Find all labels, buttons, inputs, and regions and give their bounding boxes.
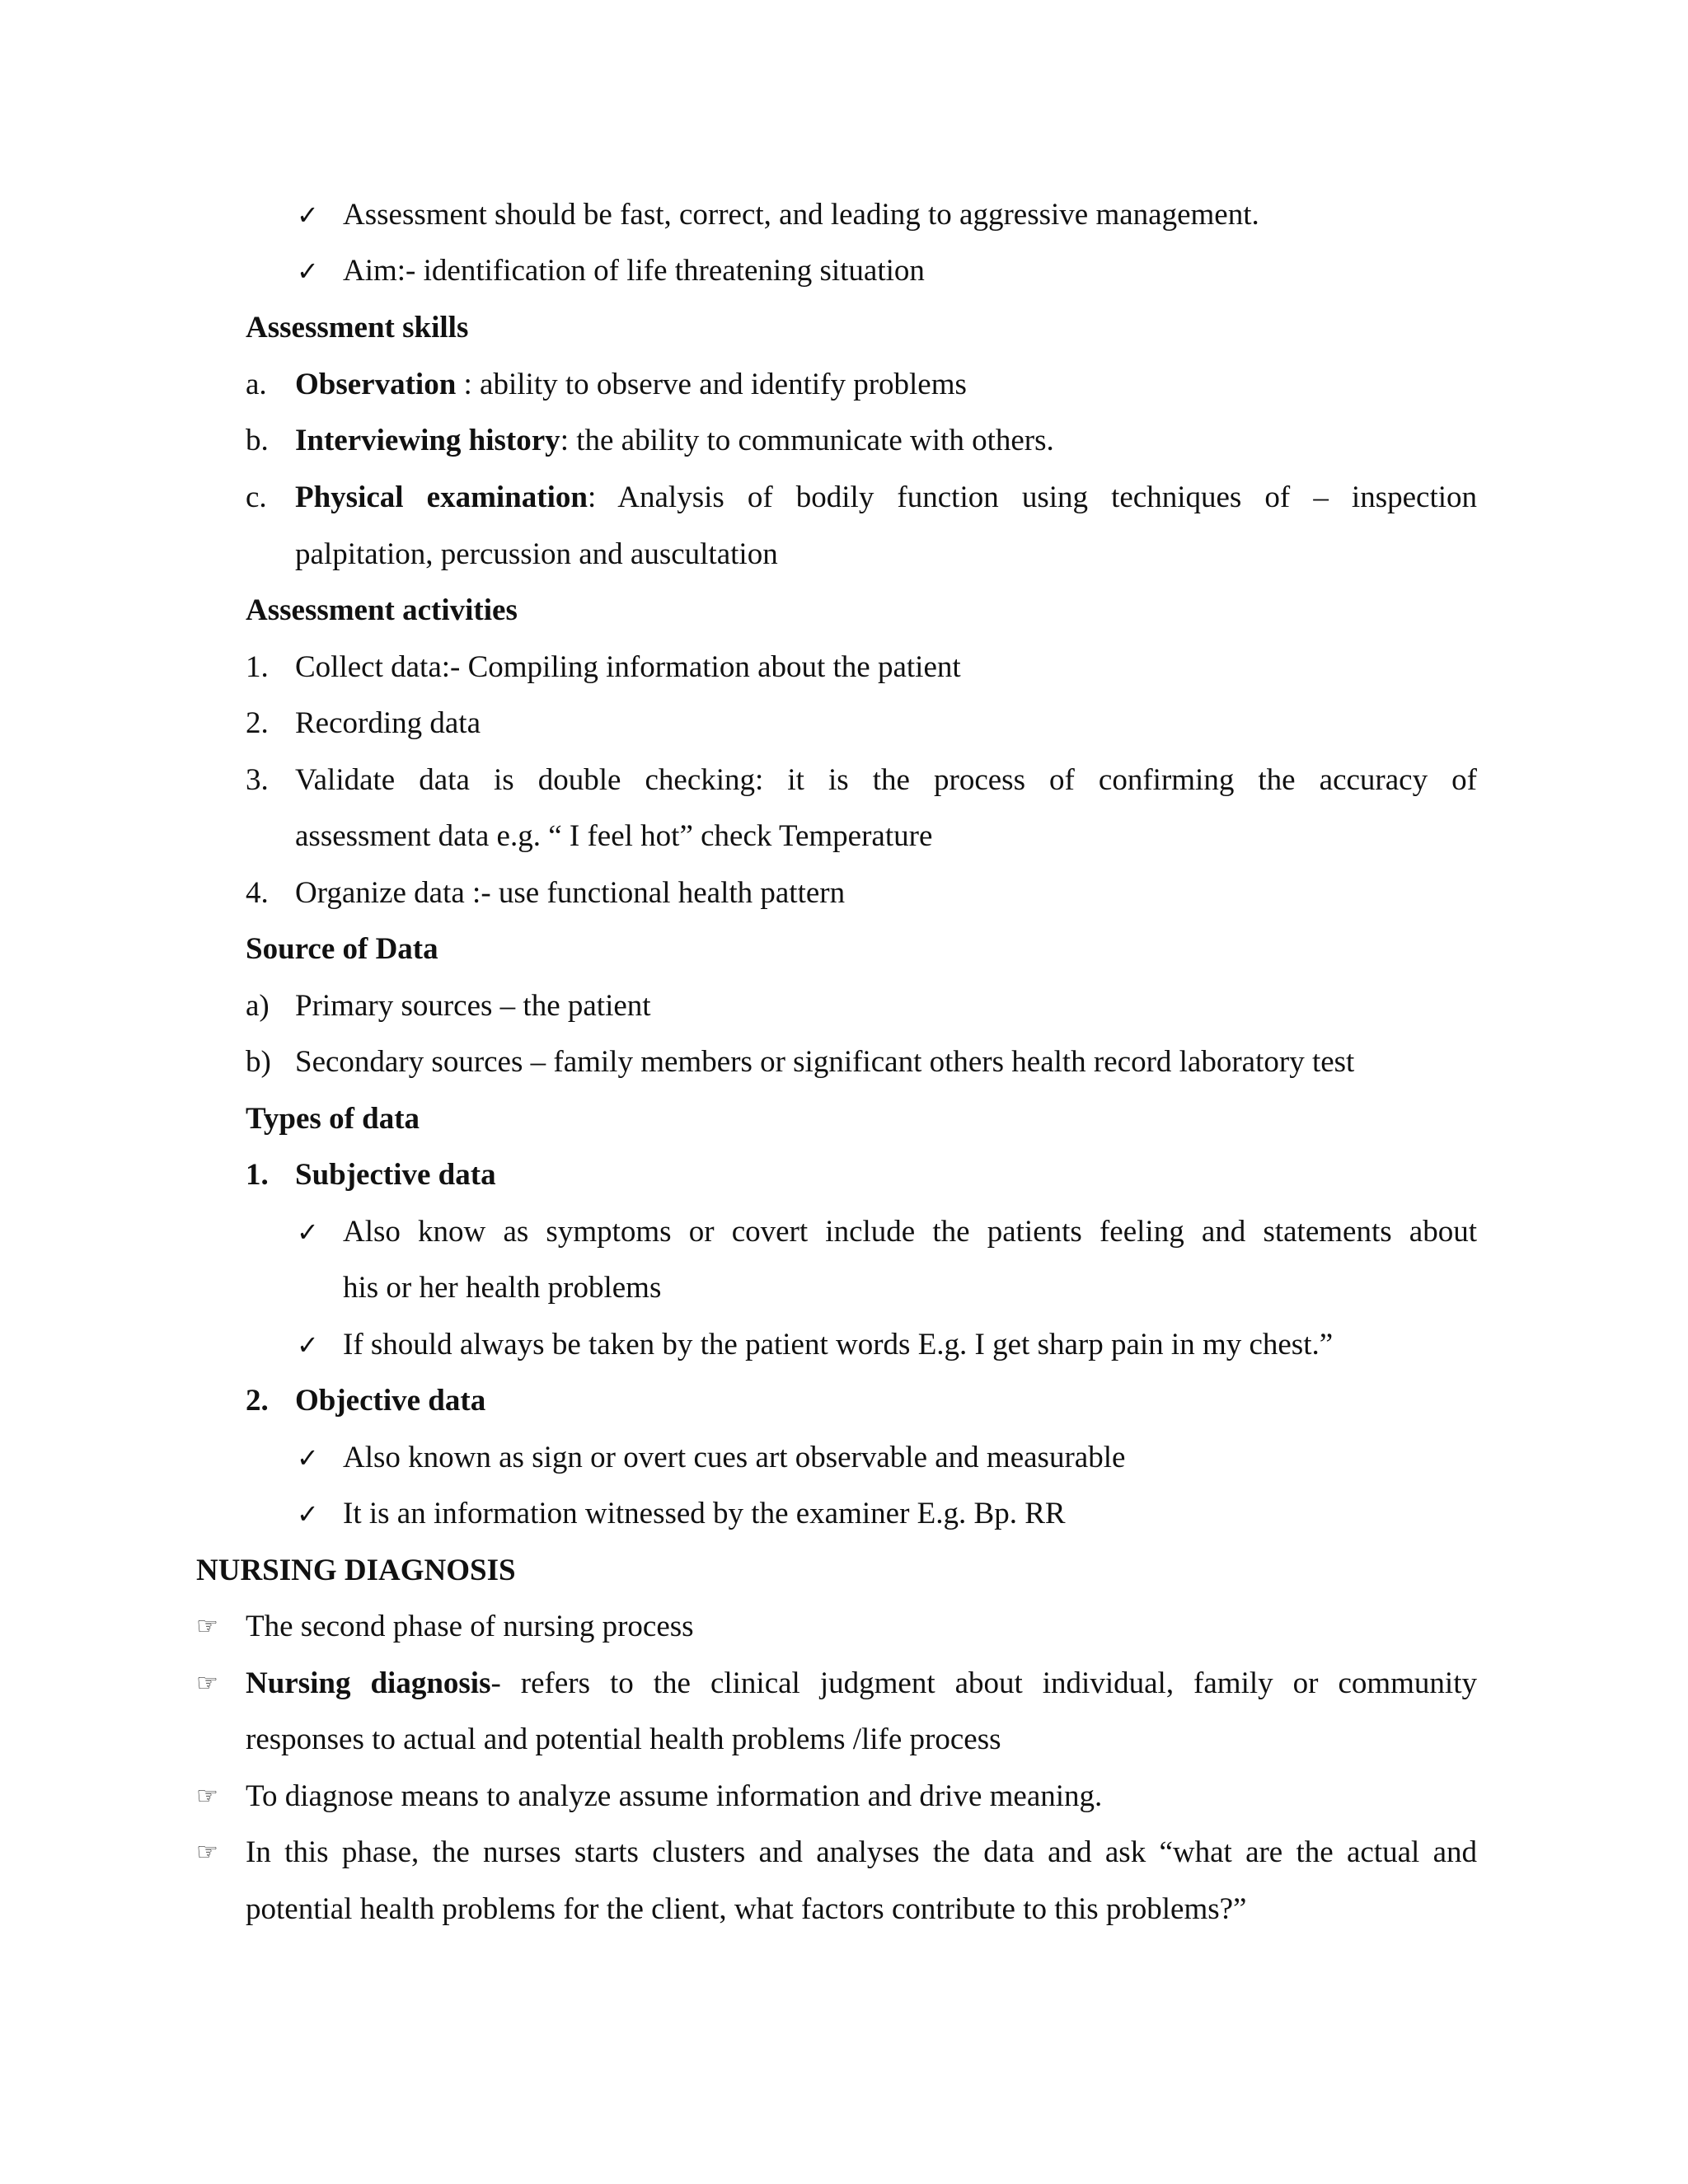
skill-text: : the ability to communicate with others. <box>560 424 1054 457</box>
list-marker: 1. <box>246 1158 269 1192</box>
pointing-hand-icon: ☞ <box>196 1782 218 1811</box>
list-marker: b. <box>246 424 269 457</box>
subjective-bullet: If should always be taken by the patient words E.g. I get sharp pain in my chest.” <box>343 1328 1334 1361</box>
skill-item-observation <box>295 366 967 404</box>
diagnosis-bullet: To diagnose means to analyze assume information and drive meaning. <box>246 1779 1103 1813</box>
pointing-hand-icon: ☞ <box>196 1838 218 1867</box>
list-marker: a. <box>246 368 267 401</box>
activity-item-continuation: assessment data e.g. “ I feel hot” check Temperature <box>295 819 933 853</box>
activity-item: Collect data:- Compiling information about the patient <box>295 650 961 684</box>
intro-bullet-2: Aim:- identification of life threatening situation <box>343 254 925 288</box>
source-item: Primary sources – the patient <box>295 989 651 1023</box>
skill-item-physical-exam <box>295 479 1477 517</box>
pointing-hand-icon: ☞ <box>196 1669 218 1698</box>
assessment-skills-heading: Assessment skills <box>246 311 469 344</box>
diagnosis-bullet: The second phase of nursing process <box>246 1610 694 1643</box>
list-marker: 3. <box>246 763 269 797</box>
list-marker: 1. <box>246 650 269 684</box>
activity-item: Organize data :- use functional health pattern <box>295 876 846 910</box>
intro-bullet-1: Assessment should be fast, correct, and leading to aggressive management. <box>343 198 1259 232</box>
list-marker: a) <box>246 989 270 1023</box>
list-marker: 2. <box>246 1384 269 1418</box>
skill-term: Interviewing history <box>295 424 560 457</box>
activity-item: Recording data <box>295 706 481 740</box>
check-mark-icon: ✓ <box>297 199 319 231</box>
subjective-bullet: Also know as symptoms or covert include the patients feeling and statements about <box>343 1215 1477 1249</box>
pointing-hand-icon: ☞ <box>196 1612 218 1641</box>
source-of-data-heading: Source of Data <box>246 932 438 966</box>
subjective-data-title: Subjective data <box>295 1158 496 1192</box>
skill-text: : ability to observe and identify problems <box>456 368 967 401</box>
diagnosis-bullet-continuation: responses to actual and potential health problems /life process <box>246 1722 1001 1756</box>
source-item: Secondary sources – family members or significant others health record laboratory test <box>295 1045 1355 1079</box>
objective-bullet: It is an information witnessed by the examiner E.g. Bp. RR <box>343 1497 1066 1530</box>
objective-data-title: Objective data <box>295 1384 486 1418</box>
subjective-bullet-continuation: his or her health problems <box>343 1271 662 1305</box>
diagnosis-term: Nursing diagnosis <box>246 1666 491 1700</box>
check-mark-icon: ✓ <box>297 255 319 287</box>
check-mark-icon: ✓ <box>297 1498 319 1530</box>
diagnosis-bullet <box>246 1665 1477 1703</box>
activity-item: Validate data is double checking: it is the process of confirming the accuracy of <box>295 763 1477 797</box>
diagnosis-text: - refers to the clinical judgment about individual, family or community <box>490 1666 1477 1700</box>
assessment-activities-heading: Assessment activities <box>246 593 518 627</box>
skill-term: Physical examination <box>295 480 588 514</box>
skill-item-interviewing <box>295 422 1054 460</box>
list-marker: b) <box>246 1045 271 1079</box>
objective-bullet: Also known as sign or overt cues art observable and measurable <box>343 1441 1126 1474</box>
nursing-diagnosis-heading: NURSING DIAGNOSIS <box>196 1554 516 1587</box>
diagnosis-bullet-continuation: potential health problems for the client, what factors contribute to this problems?” <box>246 1892 1247 1926</box>
list-marker: 2. <box>246 706 269 740</box>
list-marker: 4. <box>246 876 269 910</box>
diagnosis-bullet: In this phase, the nurses starts clusters and analyses the data and ask “what are the actual and <box>246 1835 1477 1869</box>
check-mark-icon: ✓ <box>297 1442 319 1474</box>
check-mark-icon: ✓ <box>297 1329 319 1361</box>
check-mark-icon: ✓ <box>297 1216 319 1248</box>
skill-term: Observation <box>295 368 457 401</box>
skill-item-physical-exam-continuation: palpitation, percussion and auscultation <box>295 537 778 571</box>
types-of-data-heading: Types of data <box>246 1102 420 1136</box>
list-marker: c. <box>246 480 267 514</box>
skill-text: : Analysis of bodily function using techniques of – inspection <box>587 480 1477 514</box>
